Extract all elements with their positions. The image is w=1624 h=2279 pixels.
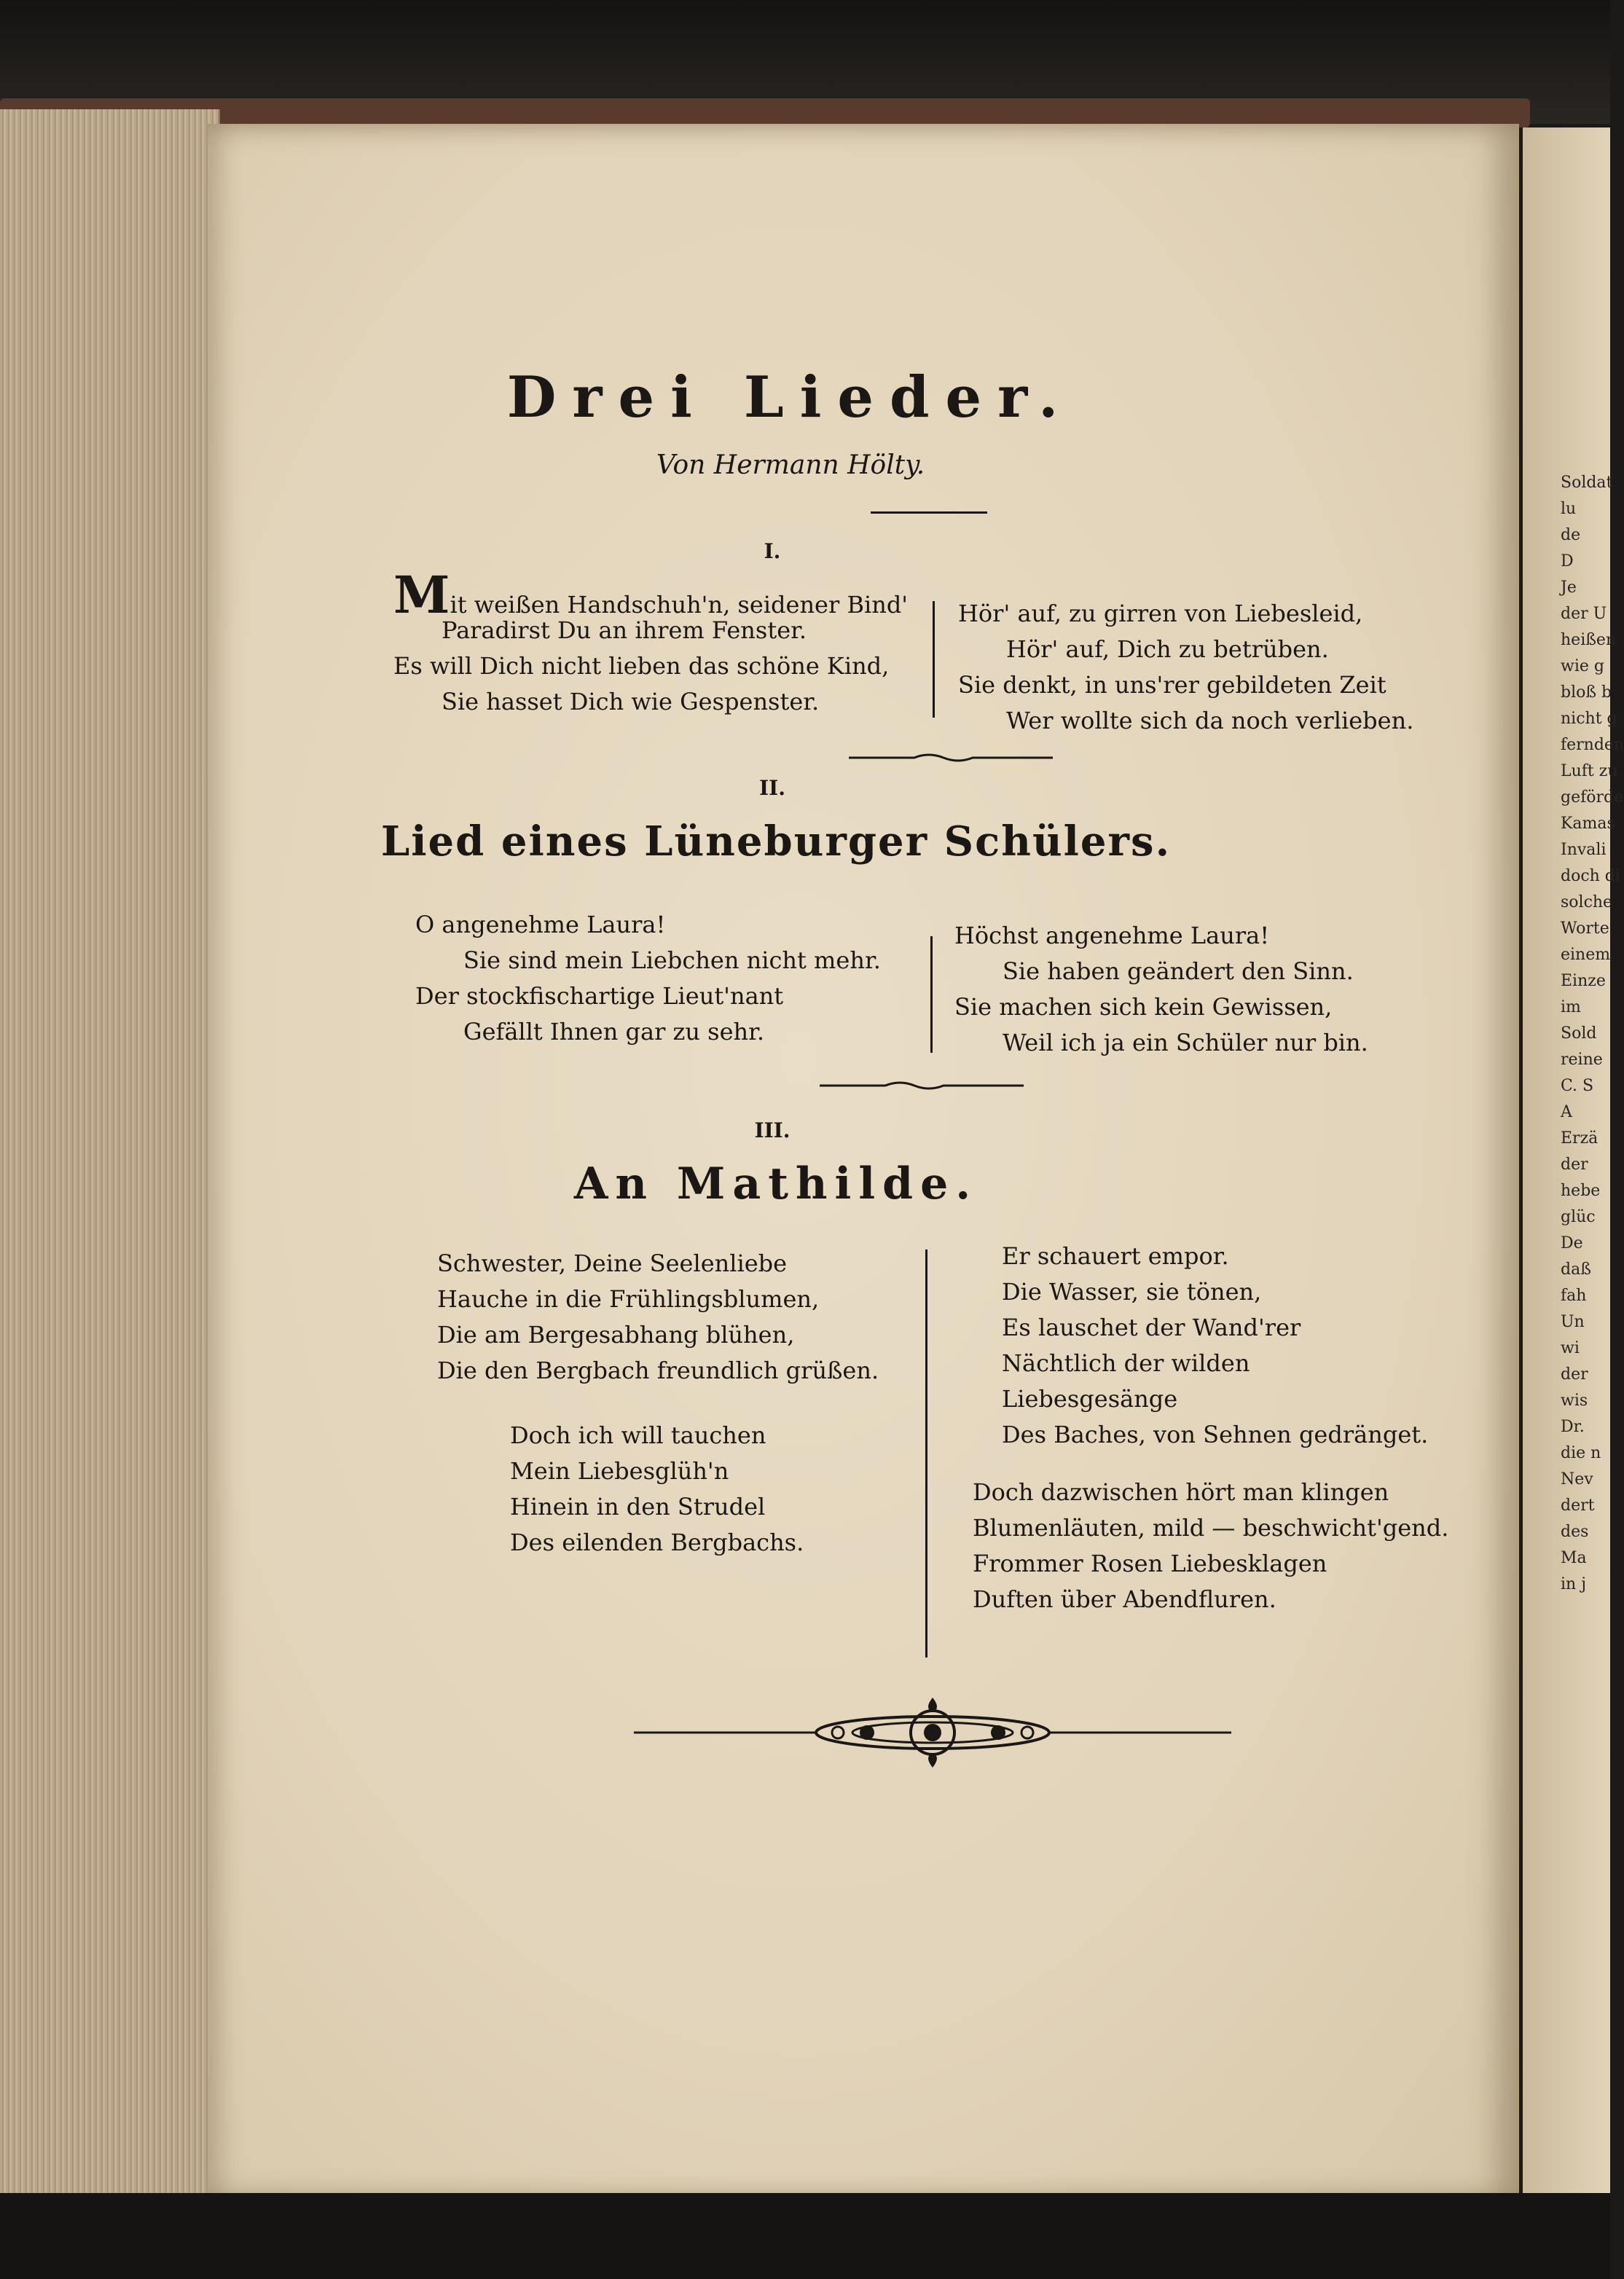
verse-line: Mein Liebesglüh'n	[510, 1457, 729, 1485]
author-byline: Von Hermann Hölty.	[656, 450, 925, 480]
verse-line: Gefällt Ihnen gar zu sehr.	[463, 1018, 765, 1046]
facing-page-line: geförde	[1561, 788, 1624, 807]
verse-line: Hör' auf, zu girren von Liebesleid,	[958, 600, 1363, 627]
section-numeral-3: III.	[754, 1118, 791, 1142]
verse-line: Hauche in die Frühlingsblumen,	[437, 1285, 820, 1313]
verse-line: Hinein in den Strudel	[510, 1493, 766, 1521]
verse-line: Sie haben geändert den Sinn.	[1003, 957, 1354, 985]
facing-page-line: de	[1561, 526, 1581, 544]
facing-page-line: in j	[1561, 1575, 1587, 1593]
drop-cap: M	[393, 565, 450, 625]
facing-page-line: solche	[1561, 893, 1613, 911]
facing-page-line: Worte	[1561, 919, 1609, 938]
page-content	[208, 124, 1519, 2200]
wavy-ornament-rule-2	[820, 1080, 1024, 1091]
verse-line: Wer wollte sich da noch verlieben.	[1006, 707, 1414, 734]
title-rule	[871, 511, 987, 514]
facing-page-line: Ma	[1561, 1549, 1587, 1567]
facing-page-line: fernden	[1561, 736, 1624, 754]
facing-page-fragment	[1523, 128, 1624, 2204]
poem-3-right-column	[973, 1239, 1449, 1617]
verse-line: Sie hasset Dich wie Gespenster.	[442, 688, 820, 715]
verse-line: Doch ich will tauchen	[510, 1421, 766, 1449]
facing-page-line: hebe	[1561, 1182, 1601, 1200]
column-divider-3	[925, 1250, 927, 1658]
verse-line: Des Baches, von Sehnen gedränget.	[1002, 1421, 1429, 1448]
facing-page-line: lu	[1561, 500, 1577, 518]
leather-binding	[0, 98, 1530, 128]
facing-page-line: dert	[1561, 1497, 1595, 1515]
column-divider-1	[933, 601, 935, 718]
verse-line: Es will Dich nicht lieben das schöne Kind,	[393, 652, 890, 680]
facing-page-line: A	[1561, 1103, 1572, 1121]
page-title: Drei Lieder.	[506, 364, 1075, 431]
facing-page-line: Erzä	[1561, 1129, 1598, 1148]
verse-line: Liebesgesänge	[1002, 1385, 1178, 1413]
facing-page-line: nicht g	[1561, 710, 1617, 728]
facing-page-line: Kamas	[1561, 815, 1615, 833]
verse-line: Doch dazwischen hört man klingen	[973, 1478, 1389, 1506]
facing-page-line: wis	[1561, 1392, 1588, 1410]
verse-line: Die den Bergbach freundlich grüßen.	[437, 1357, 879, 1384]
facing-page-line: D	[1561, 552, 1574, 570]
column-divider-2	[930, 936, 933, 1053]
poem-2-right-column	[954, 918, 1368, 1061]
facing-page-line: reine	[1561, 1051, 1603, 1069]
poem-3-left-column	[437, 1246, 879, 1561]
facing-page-line: heißen	[1561, 631, 1617, 649]
verse-line: Es lauschet der Wand'rer	[1002, 1314, 1301, 1341]
facing-page-line: Luft zu	[1561, 762, 1618, 780]
facing-page-line: der U	[1561, 605, 1607, 623]
poem-1-right-column	[958, 596, 1413, 739]
closing-ornament	[634, 1690, 1231, 1770]
facing-page-line: Je	[1561, 578, 1577, 597]
wavy-ornament-rule-1	[849, 752, 1053, 764]
section-numeral-2: II.	[759, 776, 785, 800]
verse-line: Die am Bergesabhang blühen,	[437, 1321, 795, 1349]
facing-page-line: wi	[1561, 1339, 1580, 1357]
verse-line: O angenehme Laura!	[415, 911, 666, 938]
facing-page-line: des	[1561, 1523, 1589, 1541]
facing-page-line: C. S	[1561, 1077, 1594, 1095]
verse-line: Sie denkt, in uns'rer gebildeten Zeit	[958, 671, 1386, 699]
facing-page-line: der	[1561, 1365, 1588, 1384]
facing-page-line: Un	[1561, 1313, 1585, 1331]
poem-1-left-column	[393, 565, 909, 720]
facing-page-line: doch di	[1561, 867, 1620, 885]
page-edges	[0, 109, 220, 2208]
verse-line: Er schauert empor.	[1002, 1242, 1229, 1270]
poem-2-left-column	[415, 907, 881, 1050]
stanza-gap	[1002, 1453, 1448, 1475]
facing-page-line: im	[1561, 998, 1581, 1016]
facing-page-line: daß	[1561, 1260, 1591, 1279]
section-heading-2: Lied eines Lüneburger Schülers.	[380, 817, 1172, 866]
bottom-shadow	[0, 2193, 1610, 2279]
verse-line: Höchst angenehme Laura!	[954, 922, 1270, 949]
verse-line: Des eilenden Bergbachs.	[510, 1529, 804, 1556]
facing-page-text	[1523, 470, 1624, 1598]
verse-line: Die Wasser, sie tönen,	[1002, 1278, 1262, 1306]
verse-line: Nächtlich der wilden	[1002, 1349, 1250, 1377]
verse-line: Weil ich ja ein Schüler nur bin.	[1003, 1029, 1368, 1056]
facing-page-line: fah	[1561, 1287, 1587, 1305]
verse-line: Frommer Rosen Liebesklagen	[973, 1550, 1327, 1577]
facing-page-line: Nev	[1561, 1470, 1593, 1488]
facing-page-line: Invali	[1561, 841, 1607, 859]
verse-line: Paradirst Du an ihrem Fenster.	[442, 616, 807, 644]
verse-line: Sie machen sich kein Gewissen,	[954, 993, 1333, 1021]
verse-line: Hör' auf, Dich zu betrüben.	[1006, 635, 1329, 663]
facing-page-line: einem	[1561, 946, 1611, 964]
section-heading-3: An Mathilde.	[573, 1158, 978, 1209]
facing-page-line: De	[1561, 1234, 1583, 1252]
facing-page-line: der	[1561, 1156, 1588, 1174]
book-page	[208, 124, 1519, 2200]
facing-page-line: die n	[1561, 1444, 1601, 1462]
verse-line: Der stockfischartige Lieut'nant	[415, 982, 784, 1010]
verse-line: Mit weißen Handschuh'n, seidener Bind'	[393, 565, 909, 625]
stanza-gap	[437, 1389, 879, 1418]
facing-page-line: bloß b	[1561, 683, 1612, 702]
section-numeral-1: I.	[764, 539, 781, 563]
facing-page-line: Einze	[1561, 972, 1606, 990]
facing-page-line: wie g	[1561, 657, 1604, 675]
verse-line: Sie sind mein Liebchen nicht mehr.	[463, 946, 881, 974]
facing-page-line: Soldat	[1561, 474, 1613, 492]
verse-line: Schwester, Deine Seelenliebe	[437, 1250, 788, 1277]
facing-page-line: glüc	[1561, 1208, 1596, 1226]
verse-line: Blumenläuten, mild — beschwicht'gend.	[973, 1514, 1449, 1542]
facing-page-line: Dr.	[1561, 1418, 1585, 1436]
facing-page-line: Sold	[1561, 1024, 1597, 1043]
verse-line: Duften über Abendfluren.	[973, 1585, 1276, 1613]
